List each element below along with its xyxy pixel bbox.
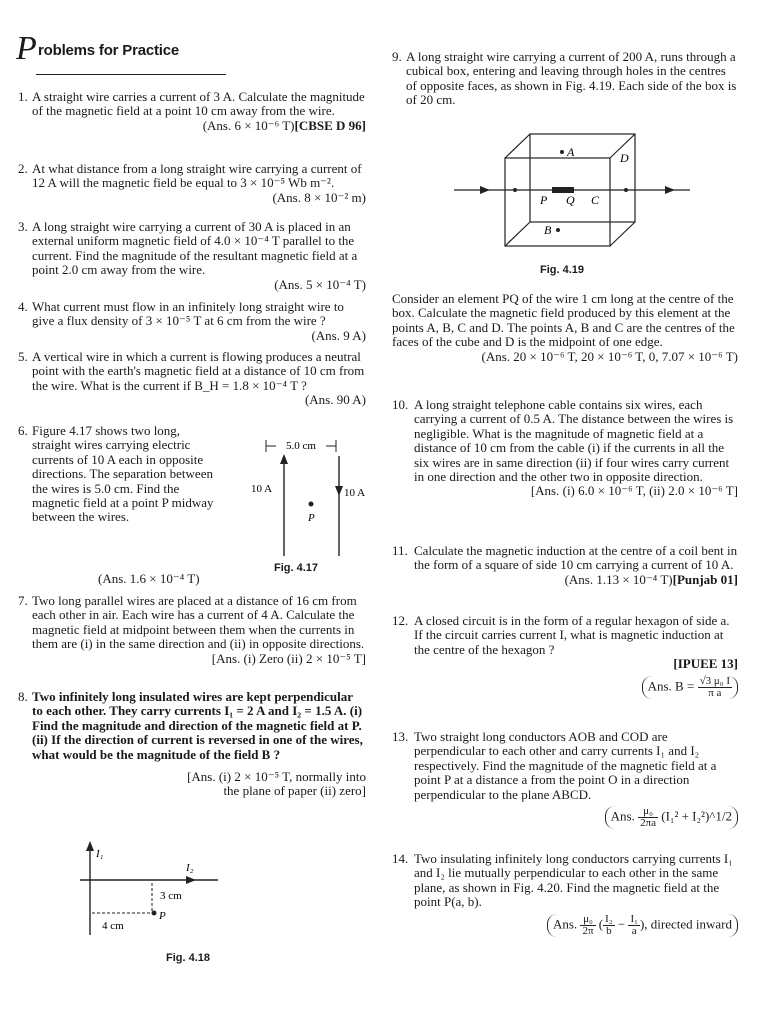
problem-5: [18, 350, 366, 408]
section-heading: [16, 30, 180, 67]
label-q: Q: [566, 193, 575, 207]
problem-13: [392, 730, 738, 829]
distance-4cm-label: 4 cm: [102, 920, 124, 932]
figure-4-18: [68, 835, 228, 945]
point-p-label: P: [308, 512, 315, 524]
answer-numerator: √3 μ₀ I: [699, 674, 730, 687]
heading-initial: P: [16, 30, 37, 67]
problem-answer: [Ans. (i) Zero (ii) 2 × 10⁻⁵ T]: [211, 650, 366, 666]
point-a-marker: [560, 150, 564, 154]
right-arrow-icon: [480, 186, 490, 194]
problem-9-continued: [392, 292, 738, 364]
label-c: C: [591, 193, 600, 207]
problem-number: 3.: [18, 219, 28, 234]
problem-text: Two infinitely long insulated wires are kept perpendicular to each other. They carry currents I₁ = 2 A and I₂ = 1.5 A. (i) Find the magnitude and direction of the magnetic field at P. (ii) If the direction of current is reversed in one of the wires, what would be the magnitude of the field B ?: [32, 689, 363, 762]
problem-reference: [CBSE D 96]: [294, 117, 366, 133]
problem-text: Consider an element PQ of the wire 1 cm long at the centre of the box. Calculate the magnetic field produced by this element at the points A, B, C and D. The points A, B and C are the centres of the faces of the cube and D is the midpoint of one edge.: [392, 291, 735, 350]
problem-text: Two long parallel wires are placed at a distance of 16 cm from each other in air. Each wire has a current of 4 A. Calculate the magnetic field at midpoint between them when the currents in them are (i) in the same direction and (ii) in opposite directions.: [32, 593, 365, 652]
figure-4-18-caption: Fig. 4.18: [166, 952, 211, 964]
right-current-label: 10 A: [344, 487, 366, 499]
figure-4-19-caption: Fig. 4.19: [540, 264, 585, 276]
problem-10: [392, 398, 738, 499]
answer-numerator: μ₀: [638, 806, 658, 818]
problem-text: Calculate the magnetic induction at the centre of a coil bent in the form of a square of side 10 cm carrying a current of 10 A.: [414, 543, 738, 573]
problem-number: 11.: [392, 543, 408, 558]
problem-2: [18, 162, 366, 205]
problem-answer: [Ans. (i) 6.0 × 10⁻⁶ T, (ii) 2.0 × 10⁻⁶ T]: [530, 483, 738, 499]
problem-answer: (Ans. 90 A): [304, 392, 366, 408]
problem-answer-line-1: [Ans. (i) 2 × 10⁻⁵ T, normally into: [187, 769, 366, 785]
answer-suffix: (I₁² + I₂²)^1/2: [661, 808, 732, 824]
heading-text: roblems for Practice: [38, 42, 180, 59]
problem-7: [18, 594, 366, 666]
problem-text: A straight wire carries a current of 3 A. Calculate the magnitude of the magnetic field at a point 10 cm away from the wire.: [32, 89, 365, 119]
inner-denominator-2: a: [631, 924, 637, 937]
up-arrow-icon: [86, 841, 94, 851]
answer-numerator: μ₀: [580, 914, 595, 926]
problem-9: [392, 50, 738, 108]
problem-8: [18, 690, 366, 799]
right-arrow-icon: [665, 186, 675, 194]
label-d: D: [620, 151, 629, 165]
inner-denominator-1: b: [606, 924, 612, 937]
problem-number: 7.: [18, 593, 28, 608]
problem-text: At what distance from a long straight wire carrying a current of 12 A will the magnetic field be equal to 3 × 10⁻⁵ Wb m⁻².: [32, 161, 362, 191]
answer-suffix: , directed inward: [644, 916, 732, 932]
problem-12: [392, 614, 738, 699]
problem-reference: [Punjab 01]: [672, 571, 738, 587]
problem-text: A long straight wire carrying a current of 30 A is placed in an external uniform magnetic field of 4.0 × 10⁻⁴ T parallel to the current. Find the magnitude of the resultant magnetic field at a point 2.0 cm away from the wire.: [32, 219, 358, 278]
problem-number: 6.: [18, 423, 28, 438]
label-p: P: [540, 193, 548, 207]
problem-reference: [IPUEE 13]: [673, 656, 738, 672]
label-b: B: [544, 223, 552, 237]
answer-prefix: Ans.: [552, 916, 578, 932]
distance-label: 5.0 cm: [286, 440, 316, 452]
answer-prefix: Ans. B =: [647, 678, 695, 694]
up-arrow-icon: [280, 454, 288, 464]
entry-hole: [513, 188, 517, 192]
problem-number: 2.: [18, 161, 28, 176]
down-arrow-icon: [335, 486, 343, 496]
answer-prefix: Ans.: [610, 808, 635, 824]
problem-text: A long straight wire carrying a current of 200 A, runs through a cubical box, entering and leaving through holes in the centres of opposite faces, as shown in Fig. 4.19. Each side of the box is of 20 cm.: [406, 49, 737, 108]
problem-text: Two insulating infinitely long conductors carrying currents I₁ and I₂ lie mutually perpendicular to each other in the same plane, as shown in Fig. 4.20. Find the magnetic field at the point P(a, b).: [414, 851, 733, 910]
right-arrow-icon: [186, 876, 196, 884]
exit-hole: [624, 188, 628, 192]
problem-number: 9.: [392, 49, 402, 64]
problem-answer: (Ans. 20 × 10⁻⁶ T, 20 × 10⁻⁶ T, 0, 7.07 × 10⁻⁶ T): [481, 348, 738, 364]
inner-numerator-1: I₂: [605, 912, 613, 925]
cube-edge: [610, 222, 635, 246]
label-a: A: [567, 145, 575, 159]
problem-number: 1.: [18, 89, 28, 104]
point-p-marker: [309, 502, 314, 507]
figure-4-19: [450, 130, 700, 252]
problem-answer: Ans. $\frac{\text{μ₀}}{2\pi}$ ( $\frac{\text{I₂}}{b}$ − $\frac{\text{I₁}}{a}$ ), directed inward: [392, 914, 738, 937]
problem-number: 10.: [392, 397, 409, 412]
answer-denominator: π a: [708, 686, 722, 699]
problem-1: [18, 90, 366, 133]
problem-answer: (Ans. 9 A): [311, 327, 366, 343]
current-i2-label: I₂: [186, 862, 194, 874]
point-p-marker: [152, 911, 157, 916]
point-p-label: P: [159, 910, 166, 922]
figure-4-17-caption: Fig. 4.17: [274, 562, 319, 574]
problem-number: 13.: [392, 729, 409, 744]
problem-14: [392, 852, 738, 937]
problem-text: A closed circuit is in the form of a regular hexagon of side a. If the circuit carries current I, what is magnetic induction at the centre of the hexagon ?: [414, 613, 730, 657]
problem-answer: [392, 676, 738, 699]
figure-4-17: [236, 436, 366, 576]
problem-number: 12.: [392, 613, 409, 628]
problem-text: What current must flow in an infinitely long straight wire to give a flux density of 3 × 10⁻⁵ T at 6 cm from the wire ?: [32, 299, 344, 329]
problem-answer: (Ans. 8 × 10⁻² m): [272, 189, 366, 205]
heading-underline: [36, 74, 226, 75]
answer-denominator: 2πa: [640, 817, 657, 830]
problem-answer: [392, 806, 738, 829]
left-current-label: 10 A: [251, 483, 273, 495]
problem-number: 4.: [18, 299, 28, 314]
problem-number: 5.: [18, 349, 28, 364]
problem-answer-line-2: the plane of paper (ii) zero]: [223, 783, 366, 799]
problem-11: [392, 544, 738, 587]
problem-answer: (Ans. 5 × 10⁻⁴ T): [274, 276, 366, 292]
problem-text: A long straight telephone cable contains six wires, each carrying a current of 0.5 A. The distance between the wires is negligible. What is the magnitude of magnetic field at a distance of 10 cm from the cable (i) if the currents in all the six wires are in same direction (ii) if four wires carry current in one direction and the other two in opposite direction.: [414, 397, 734, 485]
cube-edge: [505, 134, 530, 158]
problem-text: Figure 4.17 shows two long, straight wires carrying electric currents of 10 A each in opposite directions. The separation between the wires is 5.0 cm. Find the magnetic field at a point P midway between the wires.: [32, 423, 214, 525]
cube-edge: [505, 222, 530, 246]
distance-3cm-label: 3 cm: [160, 890, 182, 902]
problem-6: [18, 424, 218, 525]
problem-answer: (Ans. 6 × 10⁻⁶ T): [202, 117, 295, 133]
point-b-marker: [556, 228, 560, 232]
current-i1-label: I₁: [96, 848, 104, 860]
problem-number: 8.: [18, 689, 28, 704]
problem-answer: (Ans. 1.6 × 10⁻⁴ T): [98, 571, 200, 586]
problem-4: [18, 300, 366, 343]
problem-answer: (Ans. 1.13 × 10⁻⁴ T): [564, 571, 673, 587]
problem-3: [18, 220, 366, 292]
problem-text: Two straight long conductors AOB and COD are perpendicular to each other and carry currents I₁ and I₂ respectively. Find the magnitude of the magnetic field at a point P at a distance a from the point O in a direction perpendicular to the plane ABCD.: [414, 729, 717, 802]
problem-text: A vertical wire in which a current is flowing produces a neutral point with the earth's magnetic field at a distance of 10 cm from the wire. What is the current if B_H = 1.8 × 10⁻⁴ T ?: [32, 349, 365, 393]
problem-number: 14.: [392, 851, 409, 866]
answer-denominator: 2π: [582, 924, 594, 937]
cube-back-face: [530, 134, 635, 222]
inner-numerator-2: I₁: [630, 912, 638, 925]
